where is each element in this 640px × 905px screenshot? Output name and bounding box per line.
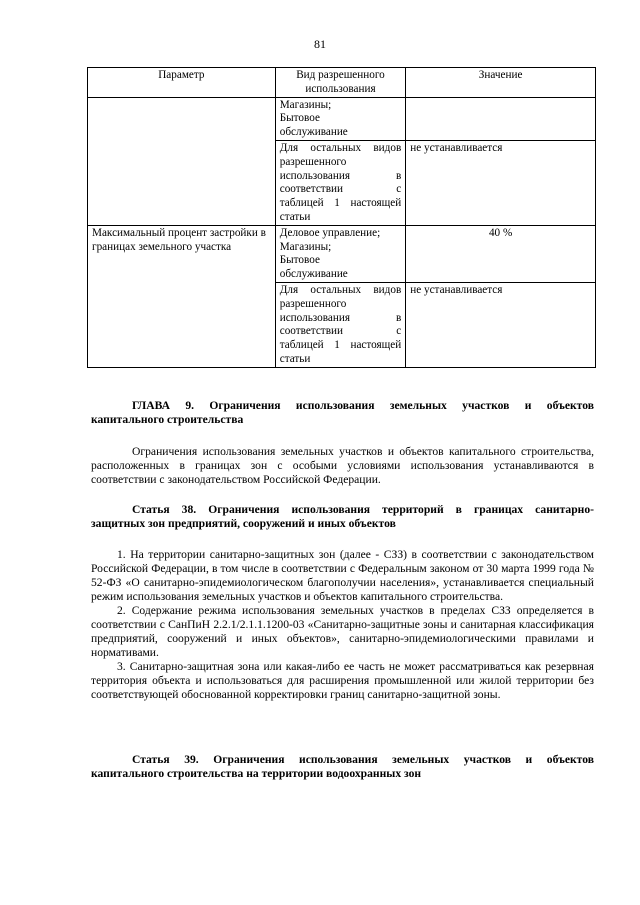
use-line: таблицей 1 настоящей — [279, 339, 402, 352]
use-line: обслуживание — [279, 126, 348, 139]
article-38-paragraph-3: 3. Санитарно-защитная зона или какая-либо ее часть не может рассматриваться как резервная территория объекта и использоваться для расширения промышленной или жилой территории без соответствующей обоснованной корректировки границ санитарно-защитной зоны. — [91, 660, 594, 701]
use-line: Бытовое — [279, 254, 320, 267]
use-line: обслуживание — [279, 268, 348, 281]
header-use-type: Вид разрешенного использования — [275, 68, 406, 98]
cell-value — [406, 97, 596, 140]
table-row — [88, 140, 596, 225]
use-line: Бытовое — [279, 112, 320, 125]
table-row — [88, 225, 596, 282]
cell-value: не устанавливается — [406, 140, 596, 225]
cell-parameter — [88, 97, 276, 140]
cell-use-type — [275, 282, 406, 367]
parameters-table — [87, 67, 596, 368]
use-line: Магазины; — [279, 98, 332, 111]
chapter-9-paragraph: Ограничения использования земельных участков и объектов капитального строительства, расположенных в границах зон с особыми условиями использования устанавливаются в соответствии с законодательством Российской Федерации. — [91, 445, 594, 486]
table-row — [88, 282, 596, 367]
article-38-paragraph-1: 1. На территории санитарно-защитных зон (далее - СЗЗ) в соответствии с законодательством Российской Федерации, в том числе в соответствии с Федеральным законом от 30 марта 1999 года № 52-ФЗ «О санитарно-эпидемиологическом благополучии населения», устанавливается специальный режим использования земельных участков и объектов капитального строительства. — [91, 548, 594, 603]
cell-parameter: Максимальный процент застройки в границах земельного участка — [88, 225, 276, 282]
use-line: разрешенного — [279, 297, 347, 310]
article-39-heading — [91, 753, 594, 781]
use-line: Для остальных видов — [279, 283, 402, 296]
page-number: 81 — [314, 37, 326, 51]
chapter-9-heading-line-2: капитального строительства — [91, 413, 244, 426]
article-38-heading — [91, 503, 594, 531]
use-line: соответствии с — [279, 325, 402, 338]
article-39-heading-line-1: Статья 39. Ограничения использования земельных участков и объектов — [132, 753, 594, 766]
chapter-9-heading — [91, 399, 594, 427]
use-line: статьи — [279, 352, 311, 365]
use-line: использования в — [279, 169, 402, 182]
use-line: статьи — [279, 210, 311, 223]
use-line: Деловое управление; — [279, 226, 381, 239]
cell-value: не устанавливается — [406, 282, 596, 367]
use-line: Магазины; — [279, 240, 332, 253]
article-39-heading-line-2: капитального строительства на территории водоохранных зон — [91, 767, 422, 780]
cell-value: 40 % — [406, 225, 596, 282]
article-38-heading-line-2: защитных зон предприятий, сооружений и иных объектов — [91, 517, 396, 530]
table-header-row — [88, 68, 596, 98]
article-38-paragraph-2: 2. Содержание режима использования земельных участков в пределах СЗЗ определяется в соответствии с СанПиН 2.2.1/2.1.1.1200-03 «Санитарно-защитные зоны и санитарная классификация предприятий, сооружений и иных объектов», санитарно-эпидемиологическими правилами и нормативами. — [91, 604, 594, 659]
cell-use-type — [275, 225, 406, 282]
use-line: Для остальных видов — [279, 141, 402, 154]
chapter-9-paragraph-block — [91, 445, 594, 487]
use-line: таблицей 1 настоящей — [279, 197, 402, 210]
cell-use-type — [275, 97, 406, 140]
cell-use-type — [275, 140, 406, 225]
cell-parameter — [88, 140, 276, 225]
chapter-9-heading-line-1: ГЛАВА 9. Ограничения использования земельных участков и объектов — [132, 399, 594, 412]
use-line: использования в — [279, 311, 402, 324]
use-line: разрешенного — [279, 155, 347, 168]
table-row — [88, 97, 596, 140]
article-38-heading-line-1: Статья 38. Ограничения использования территорий в границах санитарно- — [132, 503, 594, 516]
use-line: соответствии с — [279, 183, 402, 196]
cell-parameter — [88, 282, 276, 367]
article-38-body — [91, 548, 594, 702]
header-parameter: Параметр — [88, 68, 276, 98]
header-value: Значение — [406, 68, 596, 98]
